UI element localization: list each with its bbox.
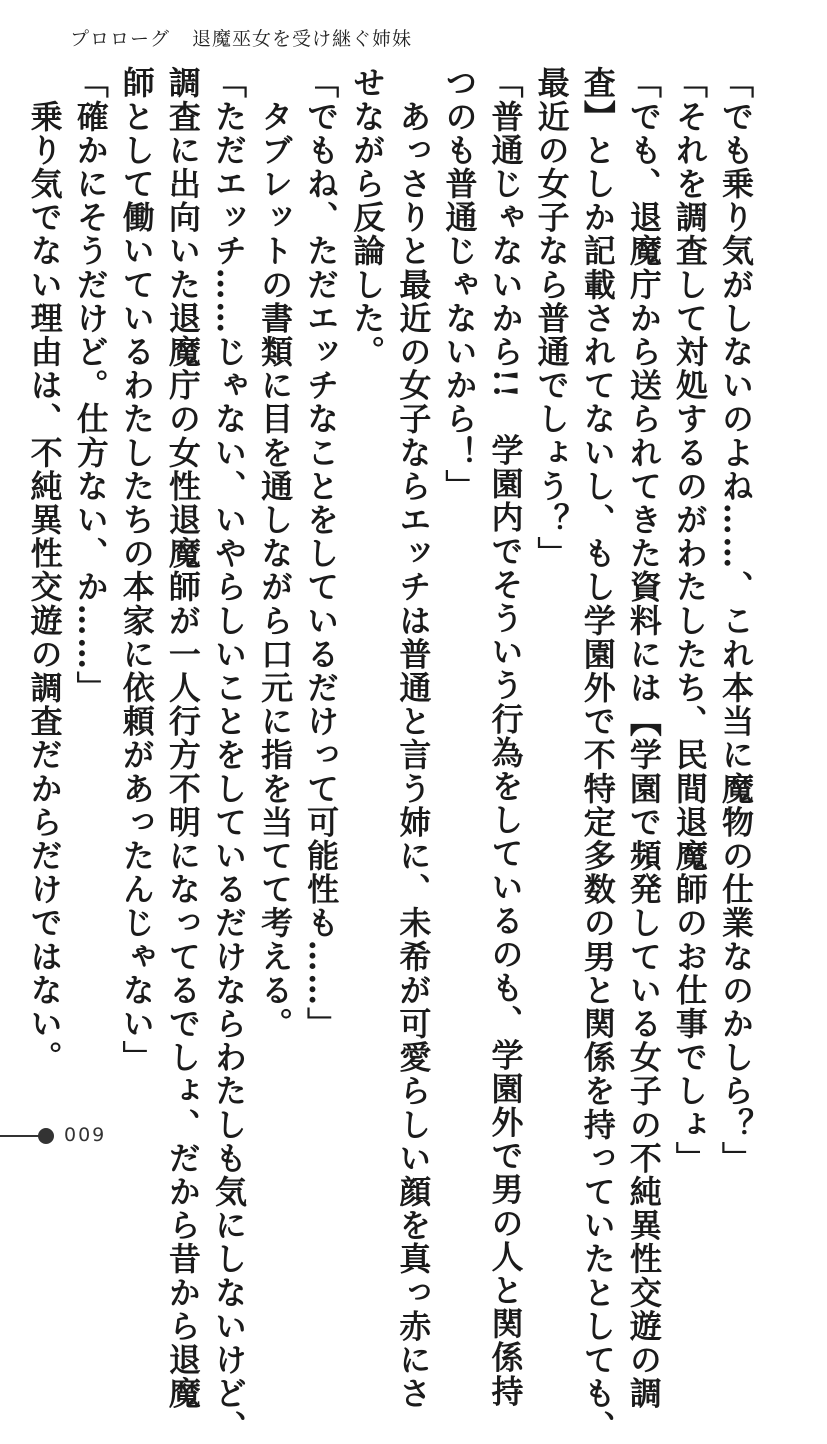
page-number: 009 xyxy=(64,1124,107,1146)
text-line: 「ただエッチ……じゃない、いやらしいことをしているだけならわたしも気にしないけど、 xyxy=(209,66,248,1444)
chapter-subtitle: 退魔巫女を受け継ぐ姉妹 xyxy=(192,28,413,50)
text-line: つのも普通じゃないから！」 xyxy=(440,66,479,503)
text-line: タブレットの書類に目を通しながら口元に指を当てて考える。 xyxy=(256,66,295,1041)
text-line: 「でも乗り気がしないのよね……、これ本当に魔物の仕業なのかしら？」 xyxy=(717,66,755,1175)
text-line: あっさりと最近の女子ならエッチは普通と言う姉に、未希が可愛らしい顔を真っ赤にさ xyxy=(394,66,433,1410)
text-line: 「それを調査して対処するのがわたしたち、民間退魔師のお仕事でしょ」 xyxy=(670,66,709,1175)
text-line: 「でもね、ただエッチなことをしているだけって可能性も……」 xyxy=(302,66,341,1041)
text-line: せながら反論した。 xyxy=(348,66,387,369)
text-line: 最近の女子なら普通でしょう？」 xyxy=(532,66,571,570)
running-header xyxy=(70,24,412,51)
text-line: 「でも、退魔庁から送られてきた資料には【学園で頻発している女子の不純異性交遊の調 xyxy=(624,66,663,1410)
text-line: 「確かにそうだけど。仕方ない、か……」 xyxy=(71,66,110,705)
text-line: 調査に出向いた退魔庁の女性退魔師が一人行方不明になってるでしょ、だから昔から退魔 xyxy=(163,66,202,1410)
text-line: 査】としか記載されてないし、もし学園外で不特定多数の男と関係を持っていたとしても、 xyxy=(578,66,617,1444)
text-line: 「普通じゃないから!! 学園内でそういう行為をしているのも、学園外で男の人と関係持 xyxy=(486,66,525,1408)
chapter-label: プロローグ xyxy=(70,28,171,50)
text-line: 師として働いているわたしたちの本家に依頼があったんじゃない」 xyxy=(117,66,156,1074)
page-folio xyxy=(0,1124,140,1148)
text-line: 乗り気でない理由は、不純異性交遊の調査だからだけではない。 xyxy=(25,66,64,1074)
folio-dot-icon xyxy=(38,1128,54,1144)
